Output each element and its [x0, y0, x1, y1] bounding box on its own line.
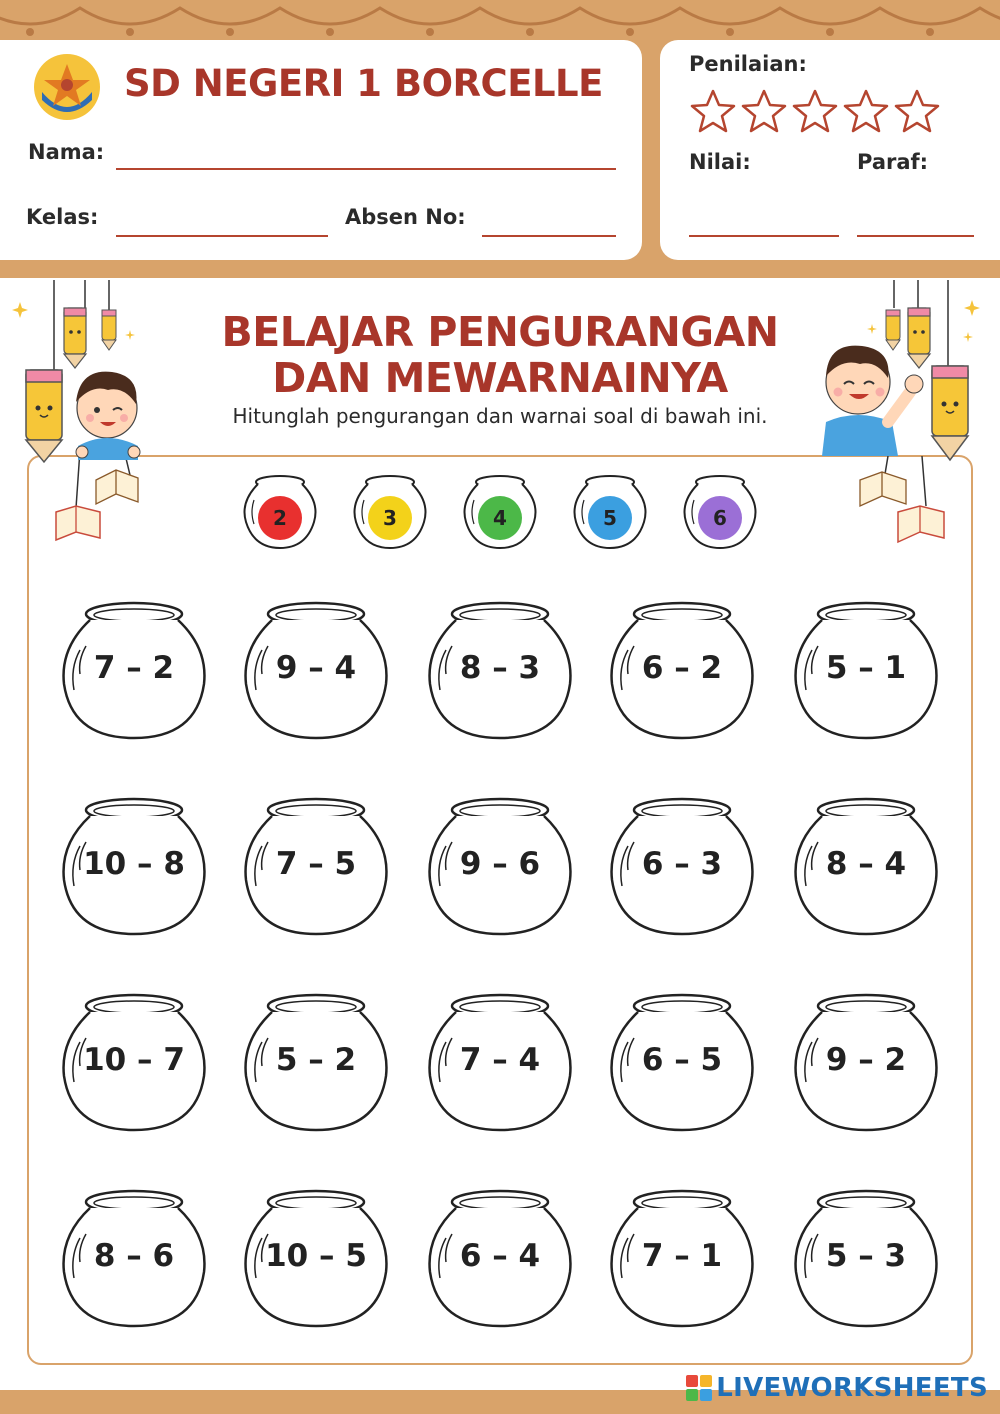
- color-key-bowl: [350, 472, 430, 552]
- grade-label: Nilai:: [689, 150, 751, 174]
- subtraction-problem: 6 – 2: [641, 650, 723, 686]
- subtraction-problem: 5 – 1: [825, 650, 907, 686]
- problem-bowl[interactable]: [58, 990, 210, 1136]
- subtraction-problem: 8 – 6: [93, 1238, 175, 1274]
- subtraction-problem: 10 – 5: [265, 1238, 367, 1274]
- problem-bowl[interactable]: [424, 990, 576, 1136]
- brand-name: LIVEWORKSHEETS: [716, 1373, 988, 1403]
- subtraction-problem: 5 – 2: [275, 1042, 357, 1078]
- subtraction-problem: 7 – 2: [93, 650, 175, 686]
- problem-bowl[interactable]: [606, 598, 758, 744]
- problem-bowl[interactable]: [606, 1186, 758, 1332]
- color-key-value: 4: [478, 496, 522, 540]
- name-label: Nama:: [28, 140, 105, 164]
- problem-bowl[interactable]: [606, 794, 758, 940]
- problem-bowl[interactable]: [240, 1186, 392, 1332]
- star-icon: [794, 91, 836, 131]
- brand-logo: [686, 1372, 988, 1404]
- liveworksheets-icon: [686, 1375, 712, 1401]
- problem-bowl[interactable]: [790, 1186, 942, 1332]
- absent-number-field[interactable]: [482, 235, 616, 237]
- subtraction-problem: 7 – 5: [275, 846, 357, 882]
- worksheet-title-line2: DAN MEWARNAINYA: [272, 354, 728, 402]
- book-icon: [56, 506, 100, 540]
- subtraction-problem: 6 – 4: [459, 1238, 541, 1274]
- color-key-bowl: [570, 472, 650, 552]
- subtraction-problem: 9 – 4: [275, 650, 357, 686]
- absent-number-label: Absen No:: [345, 205, 466, 229]
- color-key-value: 3: [368, 496, 412, 540]
- star-icon: [896, 91, 938, 131]
- class-field[interactable]: [116, 235, 328, 237]
- subtraction-problem: 8 – 4: [825, 846, 907, 882]
- instruction-text: Hitunglah pengurangan dan warnai soal di bawah ini.: [232, 404, 768, 428]
- rating-stars[interactable]: [690, 88, 950, 134]
- subtraction-problem: 8 – 3: [459, 650, 541, 686]
- star-icon: [743, 91, 785, 131]
- subtraction-problem: 9 – 2: [825, 1042, 907, 1078]
- subtraction-problem: 6 – 3: [641, 846, 723, 882]
- color-key-value: 6: [698, 496, 742, 540]
- problem-bowl[interactable]: [790, 598, 942, 744]
- worksheet-title-line1: BELAJAR PENGURANGAN: [221, 308, 779, 356]
- problem-bowl[interactable]: [424, 1186, 576, 1332]
- subtraction-problem: 10 – 8: [83, 846, 185, 882]
- color-key-bowl: [240, 472, 320, 552]
- book-icon: [96, 470, 138, 504]
- subtraction-problem: 7 – 4: [459, 1042, 541, 1078]
- problem-bowl[interactable]: [606, 990, 758, 1136]
- book-icon: [898, 506, 944, 542]
- subtraction-problem: 5 – 3: [825, 1238, 907, 1274]
- grade-field[interactable]: [689, 235, 839, 237]
- problem-bowl[interactable]: [58, 1186, 210, 1332]
- name-field[interactable]: [116, 168, 616, 170]
- subtraction-problem: 9 – 6: [459, 846, 541, 882]
- color-key-value: 5: [588, 496, 632, 540]
- color-key-value: 2: [258, 496, 302, 540]
- color-key-bowl: [460, 472, 540, 552]
- subtraction-problem: 6 – 5: [641, 1042, 723, 1078]
- problem-bowl[interactable]: [424, 794, 576, 940]
- signature-label: Paraf:: [857, 150, 929, 174]
- star-icon: [692, 91, 734, 131]
- problem-bowl[interactable]: [240, 990, 392, 1136]
- problem-bowl[interactable]: [424, 598, 576, 744]
- assessment-label: Penilaian:: [689, 52, 807, 76]
- school-name: SD NEGERI 1 BORCELLE: [124, 62, 603, 105]
- signature-field[interactable]: [857, 235, 974, 237]
- problem-bowl[interactable]: [58, 794, 210, 940]
- subtraction-problem: 7 – 1: [641, 1238, 723, 1274]
- book-icon: [860, 472, 906, 506]
- color-key-bowl: [680, 472, 760, 552]
- school-logo-icon: [32, 52, 102, 122]
- problem-bowl[interactable]: [58, 598, 210, 744]
- problem-bowl[interactable]: [240, 794, 392, 940]
- problem-bowl[interactable]: [240, 598, 392, 744]
- problem-bowl[interactable]: [790, 990, 942, 1136]
- problem-bowl[interactable]: [790, 794, 942, 940]
- subtraction-problem: 10 – 7: [83, 1042, 185, 1078]
- class-label: Kelas:: [26, 205, 99, 229]
- star-icon: [845, 91, 887, 131]
